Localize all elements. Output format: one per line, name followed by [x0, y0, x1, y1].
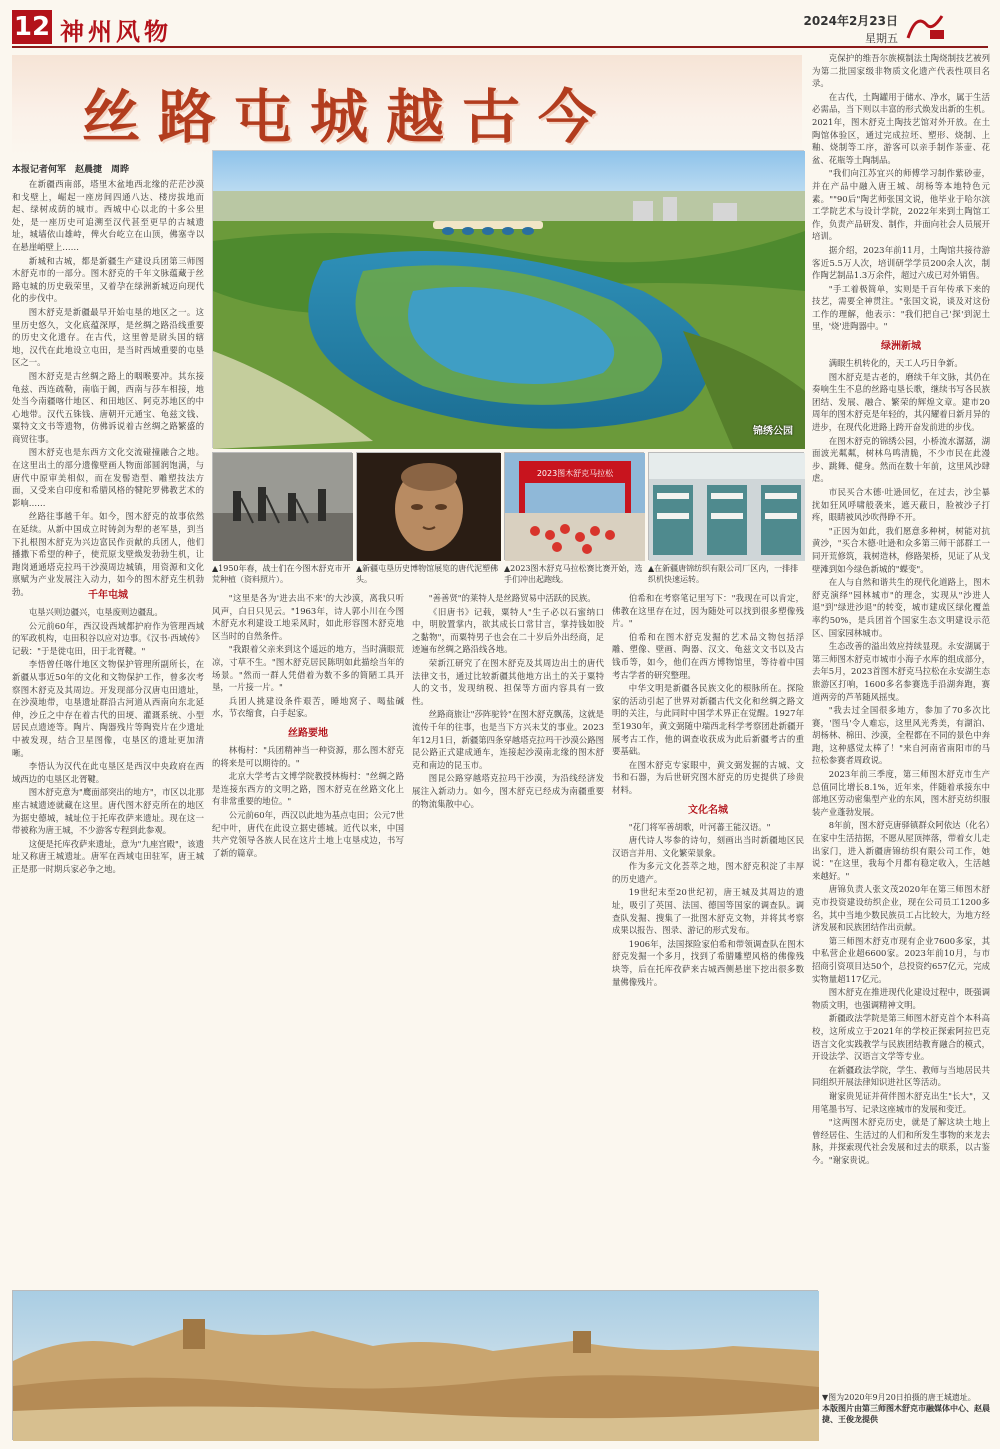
article-column-5 — [812, 52, 990, 1388]
paragraph: "我跟着父亲来到这个遥远的地方，当时满眼荒凉，寸草不生。"图木舒克居民陈明如此描绘当年的场景。"然而一群人凭借着为数不多的简陋工具开垦，一片接一片。" — [212, 644, 404, 693]
paragraph: 公元前60年，西汉设西域都护府作为管理西域的军政机构，屯田积谷以应对边事。《汉书·西域传》记载："于是徙屯田，田于北胥鞬。" — [12, 620, 204, 656]
photo-caption-4: ▲在新疆唐锦纺织有限公司厂区内，一排排织机快速运转。 — [648, 564, 799, 584]
paragraph: 图昆公路穿越塔克拉玛干沙漠，为沿线经济发展注入新动力。如今，图木舒克已经成为南疆重要的物流集散中心。 — [412, 773, 604, 809]
photo-caption-1: ▲1950年春，战士们在今图木舒克市开荒种植（资料照片）。 — [212, 564, 351, 584]
paragraph: 在古代，土陶罐用于储水、净水，属于生活必需品，当下则以丰富的形式焕发出新的生机。2021年，图木舒克土陶技艺馆对外开放。在土陶馆体验区，通过完成拉坯、塑形、烧制、上釉、烧制等工序，游客可以亲手制作茶壶、花盆、花瓶等土陶制品。 — [812, 91, 990, 165]
paragraph: 中华文明是新疆各民族文化的根脉所在。探险家的活动引起了世界对新疆古代文化和丝绸之路文明的关注，与此同时中国学术界正在觉醒。1927年至1930年，黄文弼随中瑞西北科学考察团赴新疆开展考古工作，他的调查收获成为此后新疆考古的重要基础。 — [612, 683, 804, 757]
paragraph: 李悟认为汉代在此屯垦区是西汉中央政府在西域西边的屯垦区北胥鞬。 — [12, 761, 204, 784]
photo-textile-factory — [648, 452, 804, 560]
paragraph: 谢家贵见证并荷伴图木舒克出生"长大"，又用笔墨书写、记录这座城市的发展和变迁。 — [812, 1090, 990, 1114]
photo-clay-buddha-head — [356, 452, 500, 560]
issue-date: 2024年2月23日 — [803, 14, 898, 28]
paragraph: 新疆政法学院是第三师图木舒克首个本科高校，这所成立于2021年的学校正探索阿拉巴克语言文化实践教学与民族团结教育融合的模式，开设法学、汉语言文学等专业。 — [812, 1013, 990, 1062]
paragraph: 这便是托库孜萨来遗址，意为"九座宫殿"，该遗址又称唐王城遗址。唐军在西域屯田驻军，唐王城正是那一时期兵家必争之地。 — [12, 838, 204, 874]
byline: 本报记者何军 赵晨捷 周晔 — [12, 165, 130, 175]
ruins-landscape-image — [13, 1291, 819, 1441]
article-column-3 — [412, 592, 604, 1284]
paragraph: 2023年前三季度，第三师图木舒克市生产总值同比增长8.1%，近年来，伴随着承接东中部地区劳动密集型产业的东风，图木舒克纺织服装产业蓬勃发展。 — [812, 769, 990, 817]
textile-machines-image — [649, 453, 805, 561]
subhead-oasis-new-city: 绿洲新城 — [881, 341, 921, 353]
paragraph: 在新疆政法学院，学生、教师与当地居民共同组织开展法律知识进社区等活动。 — [812, 1064, 990, 1088]
paragraph: 图木舒克也是东西方文化交流碰撞融合之地。在这里出土的部分遗像壁画人物面部圆润饱满，与唐代中原审美相似，而在发髻造型、雕塑技法方面，又受来自印度和希腊风格的犍陀罗佛教艺术的影响…… — [12, 447, 204, 508]
paragraph: "我们向江苏宜兴的师傅学习制作紫砂壶，并在产品中融入唐王城、胡杨等本地特色元素。""90后"陶艺师张国文说，他毕业于哈尔滨工学院艺术与设计学院，2022年来到土陶馆工作，负责产品研发、制作，并面向社会人员展开培训。 — [812, 168, 990, 242]
paragraph: 图木舒克是新疆最早开始屯垦的地区之一。这里历史悠久，文化底蕴深厚，是丝绸之路沿线重要的历史文化遗存。在古代，这里曾是尉头国的辖地，汉代在此地设立屯田，是当时西域重要的屯垦区之一。 — [12, 306, 204, 368]
paragraph: 在新疆西南部，塔里木盆地西北缘的茫茫沙漠和戈壁上，崛起一座房间四通八达、楼房拔地而起、绿树成荫的城市。西城中心以北的十多公里处，是一座历史可追溯至汉代甚至更早的古城遗址，城墙依山雄峙，俾火台屹立在山顶，佛塞寺以在悬崖峭壁上…… — [12, 179, 204, 252]
photo-ancient-city-ruins — [12, 1290, 818, 1440]
paragraph: 市民买合木德·吐逊回忆，在过去，沙尘暴扰如狂风呼啸般袭来，遮天蔽日，脸被沙子打疼，眼睛被风沙吹得睁不开。 — [812, 487, 990, 523]
paragraph: "手工着极简单，实则是千百年传承下来的技艺，需要全神贯注。"张国文说，谈及对这份工作的理解，他表示："我们把自己'探'到泥土里，'烧'进陶器中。" — [812, 283, 990, 332]
photo-marathon-start — [504, 452, 644, 560]
section-title: 神州风物 — [60, 17, 172, 46]
article-column-2 — [212, 592, 404, 1284]
newspaper-logo — [902, 10, 946, 44]
hero-photo-tag: 锦绣公园 — [753, 426, 793, 437]
paragraph: 公元前60年，西汉以此地为基点屯田；公元7世纪中叶，唐代在此设立据史德城。近代以来，中国共产党领导各族人民在这片土地上屯垦戍边，书写了新的篇章。 — [212, 809, 404, 858]
paragraph: 满眼生机转化的，天工人巧日争新。 — [828, 358, 963, 369]
page-number: 12 — [13, 12, 51, 42]
park-aerial-image — [213, 151, 805, 449]
paragraph: 据介绍，2023年前11月，土陶馆共接待游客近5.5万人次，培训研学学员200余人次，制作陶艺制品1.3万余件，超过六成已对外销售。 — [812, 244, 990, 281]
paragraph: 在人与自然和谐共生的现代化道路上，图木舒克演绎"园林城市"的理念，实现从"沙进人退"到"绿进沙退"的转变，城市建成区绿化覆盖率约50%，是兵团首个国家生态文明建设示范区、国家园林城市。 — [812, 577, 990, 638]
photo-credit: 本版图片由第三师图木舒克市融媒体中心、赵晨捷、王俊龙提供 — [822, 1403, 990, 1424]
paragraph: "善善贤"的莱特人是丝路贸易中活跃的民族。 — [428, 593, 596, 603]
paragraph: 兵团人挑建设条件艰苦，睡地窝子、喝盐碱水，节衣缩食，白手起家。 — [212, 695, 404, 719]
paragraph: 生态改善的溢出效应持续显现。永安湖属于第三师图木舒克市城市小海子水库的组成部分，去年5月，2023首图木舒克马拉松在永安湖生态旅游区打响，1600多名参赛选手沿湖奔跑，赛道两旁的芦苇随风摇曳。 — [812, 641, 990, 702]
subhead-thousand-year-city: 千年屯城 — [88, 590, 128, 601]
paragraph: 《旧唐书》记载，粟特人"生子必以石蜜纳口中，明胶置掌内，欲其成长口常甘言，掌持钱如胶之黏物"，而粟特男子也会在二十岁后外出经商，足迹遍布丝绸之路沿线各地。 — [412, 606, 604, 655]
page-headline: 丝路屯城越古今 — [82, 83, 615, 151]
paragraph: 图木舒克是古老的，磨续千年文脉，其仍在奏响生生不息的丝路屯垦长歌，继续书写各民族团结、发展、融合、繁荣的辉煌文章。建市20周年的图木舒克是年轻的，其闪耀着日新月异的进步，在现代化进路上跨开奋发前进的步伐。 — [812, 371, 990, 433]
marathon-image — [505, 453, 645, 561]
paragraph: 8年前，图木舒克唐驿镇群众阿依达（化名）在家中生活拮据，不愿从屋顶摔落，带着女儿走出家门，进入新疆唐锦纺织有限公司工作，她说："在这里，我每个月都有稳定收入，生活越来越好。" — [812, 820, 990, 881]
paragraph: 第三师图木舒克市现有企业7600多家，其中私营企业超6600家。2023年前10月，与市招商引资项目达50个，总投资约657亿元，完成实物量超117亿元。 — [812, 935, 990, 984]
paragraph: "这里是各为'进去出不来'的大沙漠，离我只听风声，白日只见云。"1963年，诗人郭小川在今图木舒克水利建设工地采风时，如此形容图木舒克地区当时的自然条件。 — [212, 593, 404, 641]
article-column-1 — [12, 582, 204, 1284]
paragraph: "我去过全国很多地方，参加了70多次比赛，'图马'令人难忘，这里风光秀美，有湖泊、胡杨林、棉田、沙漠，全程都在不同的景色中奔跑，这种感觉太棒了！"来自河南省南阳市的马拉松参赛者周政说。 — [812, 705, 990, 766]
paragraph: 屯垦兴则边疆兴，屯垦废则边疆乱。 — [28, 607, 163, 617]
bottom-photo-caption — [822, 1392, 990, 1425]
paragraph: 作为多元文化荟萃之地，图木舒克积淀了丰厚的历史遗产。 — [612, 861, 804, 884]
paragraph: 丝路往事越千年。如今，图木舒克的故事依然在延续。从新中国成立时铸剑为犁的老军垦，到当下扎根图木舒克为兴边富民作贡献的兵团人，他们播撒下希望的种子，使荒原戈壁焕发勃勃生机，让跑岗通通塔克拉玛干沙漠周边城镇，用资源和文化禀赋为产业发展注入动力，如今的图木舒克生机勃勃。 — [12, 511, 204, 597]
paragraph: 李悟曾任喀什地区文物保护管理所副所长，在新疆从事近50年的文化和文物保护工作，曾多次考察图木舒克及其周边。开发现部分汉唐屯田遗址，在沙漠地带，屯垦遗址群沿古河道从西南向东北延伸，沙丘之中存在着古代的田埂、灌溉系统、小型居民点遗迹等。陶片、陶器残片等陶瓷片在少遗址中被发现，结合卫星图像，屯垦区的遗址更加清晰。 — [12, 659, 204, 758]
paragraph: 丝路商旅让"莎阵驼铃"在图木舒克飘荡，这就是流传千年的往事，也是当下方兴未艾的事业。2023年12月1日，新疆第四条穿越塔克拉玛干沙漠公路图昆公路正式建成通车，连接起沙漠南北缘的图木舒克和南边的昆玉市。 — [412, 709, 604, 770]
article-column-4 — [612, 592, 804, 1284]
paragraph: 19世纪末至20世纪初，唐王城及其周边的遗址，吸引了英国、法国、德国等国家的调查队。调查队发掘、搜集了一批图木舒克文物，并将其考察成果以报告、图录、游记的形式发布。 — [612, 887, 804, 936]
subhead-cultural-city: 文化名城 — [688, 804, 728, 816]
paragraph: 唐锦负责人张文茂2020年在第三师图木舒克市投资建设纺织企业，现在公司员工1200多名，其中当地少数民族员工占比较大，为地方经济发展和民族团结作出贡献。 — [812, 884, 990, 933]
paragraph: 新城和古城，都是新疆生产建设兵团第三师图木舒克市的一部分。图木舒克的千年文脉蕴藏于丝路屯城的历史载荣里，又着孕在绿洲新城迈向现代化的步伐中。 — [12, 255, 204, 304]
logo-mark-icon — [902, 10, 946, 44]
bottom-caption-text: ▼图为2020年9月20日拍摄的唐王城遗址。 — [822, 1393, 976, 1402]
paragraph: "这两图木舒克历史，就是了解这块土地上曾经居住、生活过的人们和所发生事物的来龙去脉，并探索现代社会发展和过去的联系，以古鉴今。"谢家贵说。 — [812, 1117, 990, 1165]
photo-caption-3: ▲2023图木舒克马拉松赛比赛开始，选手们冲出起跑线。 — [504, 564, 643, 584]
page-header — [12, 10, 988, 48]
photo-caption-2: ▲新疆屯垦历史博物馆展览的唐代泥塑佛头。 — [356, 564, 499, 584]
buddha-head-image — [357, 453, 501, 561]
paragraph: 唐代诗人岑参的诗句，刻画出当时新疆地区民汉语言并用、文化繁荣景象。 — [612, 835, 804, 858]
paragraph: 荣新江研究了在图木舒克及其周边出土的唐代法律文书，通过比较新疆其他地方出土的关于粟特人的文书，发现纳税、担保等方面内容具有一致性。 — [412, 657, 604, 706]
hero-photo-park — [212, 150, 804, 448]
paragraph: "正因为如此，我们愿意多种树，树能对抗黄沙，"买合木德·吐逊和众多第三师干部群工一同开荒修筑，栽树造林，修路架桥，见证了从戈壁滩到如今绿色新城的"蝶变"。 — [812, 525, 990, 574]
paragraph: 图木舒克在推进现代化建设过程中，既强调物质文明，也强调精神文明。 — [812, 987, 990, 1010]
paragraph: "花门将军善胡歌，叶河蕃王能汉语。" — [628, 821, 771, 832]
subhead-silk-road-hub: 丝路要地 — [288, 727, 328, 739]
paragraph: 1906年，法国探险家伯希和带领调查队在图木舒克发掘一个多月，找到了希腊雕塑风格的佛像残块等，后在托库孜萨来古城西侧悬崖下挖出很多数量佛像残片。 — [612, 938, 804, 987]
black-white-farming-image — [213, 453, 353, 561]
issue-weekday: 星期五 — [865, 32, 898, 45]
paragraph: 在图木舒克的锦绣公园，小桥流水潺潺，湖面波光粼粼，树林鸟鸣清脆，不少市民在此漫步、跳舞、健身。然而在数十年前，这里风沙肆虐。 — [812, 435, 990, 484]
marathon-banner-text: 2023图木舒克马拉松 — [536, 469, 614, 478]
paragraph: 伯希和在图木舒克发掘的艺术品文物包括浮雕、塑像、壁画、陶器、汉文、龟兹文文书以及古钱币等，如今，他们在西方博物馆里，等待着中国考古学者的研究整理。 — [612, 631, 804, 680]
paragraph: 克保护的维吾尔族模制法土陶烧制技艺被列为第二批国家级非物质文化遗产代表性项目名录。 — [812, 53, 990, 89]
paragraph: 北京大学考古文博学院教授林梅村："丝绸之路是连接东西方的文明之路，图木舒克在丝路文化上有非常重要的地位。" — [212, 771, 404, 807]
paragraph: 图木舒克是古丝绸之路上的咽喉要冲。其东接龟兹、西连疏勒，南临于阗，西南与莎车相接，地处当今南疆喀什地区、和田地区、阿克苏地区的中心地带。汉代五铢钱、唐朝开元通宝、龟兹文钱、粟特文文书等遗物，仿佛诉说着古丝绸之路繁盛的商贸往事。 — [12, 370, 204, 444]
paragraph: 伯希和在考察笔记里写下："我现在可以肯定，佛教在这里存在过，因为随处可以找到很多塑像残片。" — [612, 593, 804, 629]
paragraph: 在图木舒克专家眼中，黄文弼发掘的古城、文书和石器，为后世研究图木舒克的历史提供了珍贵材料。 — [612, 759, 804, 795]
paragraph: 林梅村："兵团精神当一种资源，那么图木舒克的将来是可以期待的。" — [212, 744, 404, 768]
photo-1950-farming — [212, 452, 352, 560]
paragraph: 图木舒克意为"鹰面部突出的地方"，市区以北那座古城遗迹就藏在这里。唐代图木舒克所在的地区为据史德城，城址位于托库孜萨来遗址。现在这一带被称为唐王城，不少游客专程到此参观。 — [12, 787, 204, 836]
